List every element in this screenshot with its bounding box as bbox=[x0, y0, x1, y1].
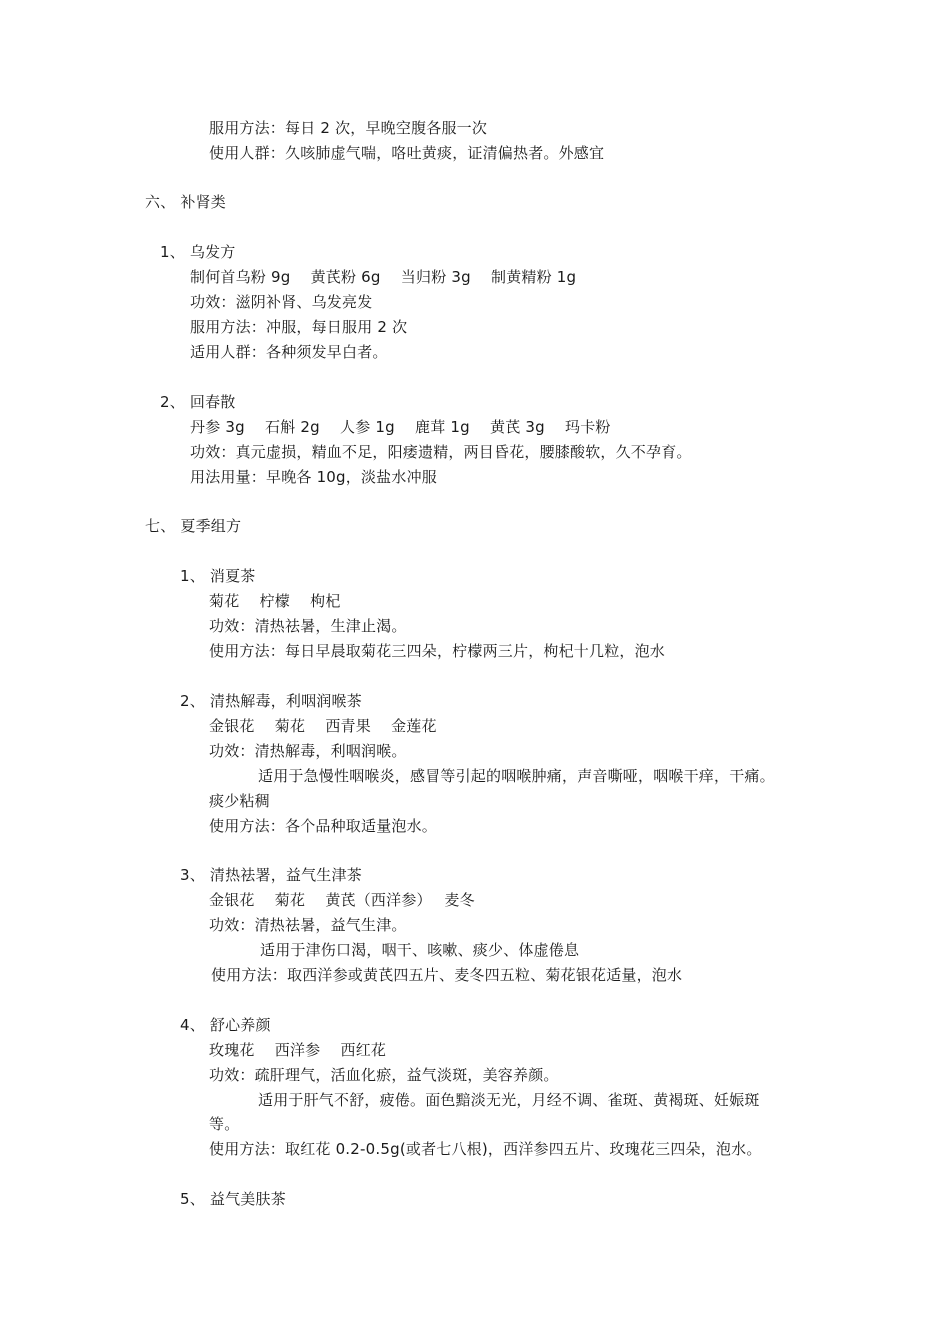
indication-line: 适用于肝气不舒，疲倦。面色黯淡无光，月经不调、雀斑、黄褐斑、妊娠斑 bbox=[258, 1091, 760, 1109]
usage-method-line: 使用方法：各个品种取适量泡水。 bbox=[209, 817, 438, 835]
ingredients-line: 金银花 菊花 西青果 金莲花 bbox=[209, 717, 437, 735]
ingredients-line: 金银花 菊花 黄芪（西洋参） 麦冬 bbox=[209, 891, 475, 909]
indication-line-continued: 等。 bbox=[209, 1115, 240, 1133]
efficacy-line: 功效：疏肝理气，活血化瘀，益气淡斑，美容养颜。 bbox=[209, 1066, 559, 1084]
ingredients-line: 制何首乌粉 9g 黄芪粉 6g 当归粉 3g 制黄精粉 1g bbox=[190, 268, 577, 286]
ingredients-line: 玫瑰花 西洋参 西红花 bbox=[209, 1041, 387, 1059]
ingredients-line: 丹参 3g 石斛 2g 人参 1g 鹿茸 1g 黄芪 3g 玛卡粉 bbox=[190, 418, 611, 436]
efficacy-line: 功效：滋阴补肾、乌发亮发 bbox=[190, 293, 373, 311]
section-heading-kidney: 六、 补肾类 bbox=[145, 193, 226, 211]
target-group-line: 适用人群：各种须发早白者。 bbox=[190, 343, 388, 361]
efficacy-line: 功效：真元虚损，精血不足，阳痿遗精，两目昏花，腰膝酸软，久不孕育。 bbox=[190, 443, 692, 461]
recipe-heading-skin-tea: 5、 益气美肤茶 bbox=[180, 1190, 286, 1208]
indication-line: 适用于急慢性咽喉炎，感冒等引起的咽喉肿痛，声音嘶哑，咽喉干痒，干痛。 bbox=[258, 767, 775, 785]
recipe-heading-beauty: 4、 舒心养颜 bbox=[180, 1016, 271, 1034]
efficacy-line: 功效：清热解毒，利咽润喉。 bbox=[209, 742, 407, 760]
recipe-heading-throat-tea: 2、 清热解毒，利咽润喉茶 bbox=[180, 692, 362, 710]
efficacy-line: 功效：清热祛暑，生津止渴。 bbox=[209, 617, 407, 635]
usage-method-line: 服用方法：每日 2 次，早晚空腹各服一次 bbox=[209, 119, 488, 137]
usage-method-line: 使用方法：取红花 0.2-0.5g(或者七八根)，西洋参四五片、玫瑰花三四朵，泡水。 bbox=[209, 1140, 762, 1158]
recipe-heading-hair: 1、 乌发方 bbox=[160, 243, 236, 261]
indication-line-continued: 痰少粘稠 bbox=[209, 792, 270, 810]
recipe-heading-summer-tea: 1、 消夏茶 bbox=[180, 567, 256, 585]
target-group-line: 使用人群：久咳肺虚气喘，咯吐黄痰，证清偏热者。外感宜 bbox=[209, 144, 605, 162]
ingredients-line: 菊花 柠檬 枸杞 bbox=[209, 592, 341, 610]
indication-line: 适用于津伤口渴，咽干、咳嗽、痰少、体虚倦息 bbox=[260, 941, 580, 959]
recipe-heading-qi-tea: 3、 清热祛署，益气生津茶 bbox=[180, 866, 362, 884]
efficacy-line: 功效：清热祛暑，益气生津。 bbox=[209, 916, 407, 934]
recipe-heading-rejuvenation: 2、 回春散 bbox=[160, 393, 236, 411]
usage-method-line: 使用方法：每日早晨取菊花三四朵，柠檬两三片，枸杞十几粒，泡水 bbox=[209, 642, 666, 660]
usage-method-line: 使用方法：取西洋参或黄芪四五片、麦冬四五粒、菊花银花适量，泡水 bbox=[211, 966, 683, 984]
section-heading-summer: 七、 夏季组方 bbox=[145, 517, 242, 535]
usage-method-line: 服用方法：冲服，每日服用 2 次 bbox=[190, 318, 408, 336]
dosage-line: 用法用量：早晚各 10g，淡盐水冲服 bbox=[190, 468, 437, 486]
